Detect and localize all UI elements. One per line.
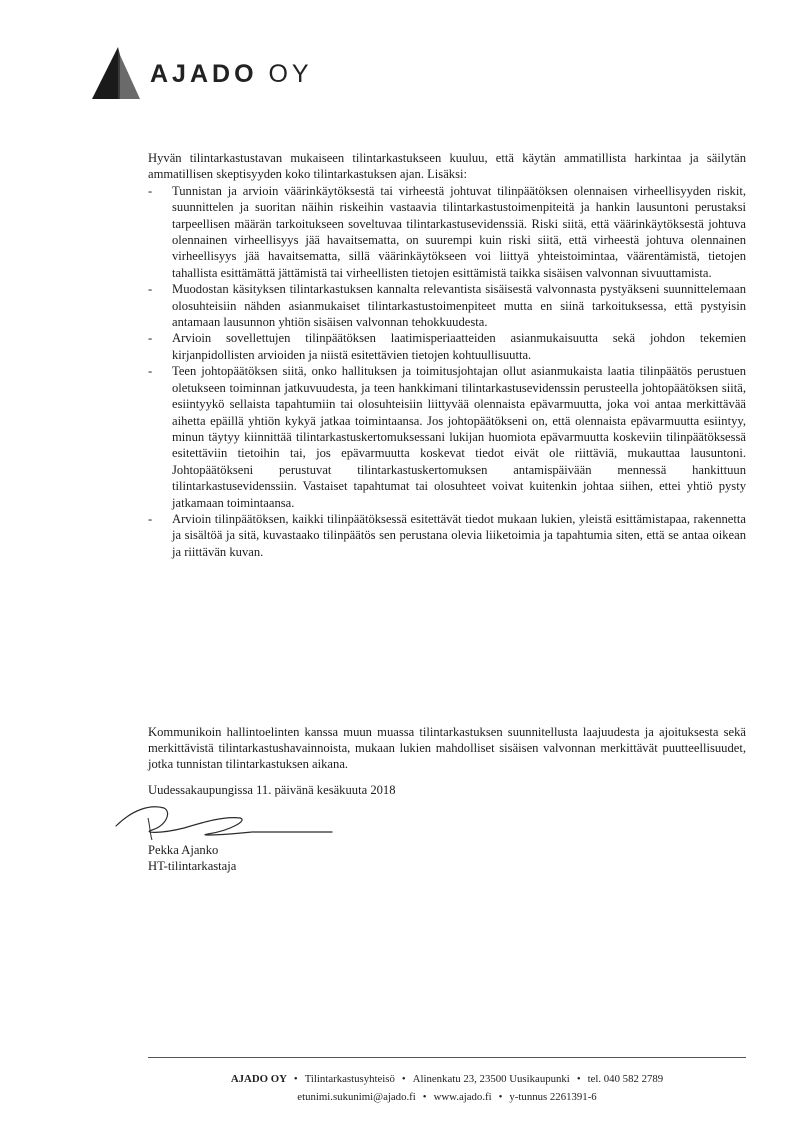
footer-email: etunimi.sukunimi@ajado.fi [297, 1091, 416, 1103]
intro-paragraph: Hyvän tilintarkastustavan mukaiseen tilintarkastukseen kuuluu, että käytän ammatillista harkintaa ja säilytän ammatillisen skeptisyyden koko tilintarkastuksen ajan. Lisäksi: [148, 151, 746, 182]
logo-text-bold: AJADO [150, 60, 258, 88]
bullet-marker: - [148, 183, 153, 198]
logo-wordmark [150, 60, 313, 89]
handwritten-signature [112, 798, 337, 842]
bullet-item-1 [148, 183, 746, 281]
bullet-marker: - [148, 331, 153, 346]
main-text [148, 150, 746, 560]
footer-row-1 [148, 1070, 746, 1088]
footer-separator: • [401, 1073, 406, 1085]
footer-separator: • [576, 1073, 581, 1085]
signer-name: Pekka Ajanko [148, 843, 219, 857]
bullet-item-2 [148, 281, 746, 330]
bullet-item-3 [148, 330, 746, 363]
bullet-list [148, 183, 746, 560]
communication-paragraph: Kommunikoin hallintoelinten kanssa muun muassa tilintarkastuksen suunnitellusta laajuudesta ja ajoituksesta sekä merkittävistä tilintarkastushavainnoista, mukaan lukien mahdolliset sisäisen valvonnan merkittävät puutteellisuudet, jotka tunnistan tilintarkastuksen aikana. [148, 724, 746, 772]
bullet-text: Muodostan käsityksen tilintarkastuksen kannalta relevantista sisäisestä valvonnasta pystyäkseni suunnittelemaan olosuhteisiin nähden asianmukaiset tilintarkastustoimenpiteet mutta en siinä tarkoituksessa, että pystyisin antamaan lausunnon yhtiön sisäisen valvonnan tehokkuudesta. [172, 282, 746, 330]
bullet-item-4 [148, 363, 746, 511]
footer-company: AJADO OY [230, 1073, 287, 1085]
bullet-marker: - [148, 282, 153, 297]
footer-phone: tel. 040 582 2789 [587, 1073, 664, 1085]
footer-business-id: y-tunnus 2261391-6 [509, 1091, 597, 1103]
footer-community: Tilintarkastusyhteisö [304, 1073, 395, 1085]
footer-web: www.ajado.fi [433, 1091, 492, 1103]
sail-icon [88, 45, 144, 101]
signer-title: HT-tilintarkastaja [148, 859, 237, 874]
footer-row-2 [148, 1088, 746, 1106]
footer-separator: • [293, 1073, 298, 1085]
bullet-text: Arvioin sovellettujen tilinpäätöksen laatimisperiaatteiden asianmukaisuutta sekä johdon tekemien kirjanpidollisten arvioiden ja niistä esitettävien tietojen kohtuullisuutta. [172, 331, 746, 362]
company-logo [88, 45, 348, 101]
bullet-text: Tunnistan ja arvioin väärinkäytöksestä tai virheestä johtuvat tilinpäätöksen olennaisen virheellisyyden riskit, suunnittelen ja suoritan näihin riskeihin vastaavia tilintarkastustoimenpiteitä ja hankin lausuntoni perustaksi tarpeellisen määrän tarkoitukseen soveltuvaa tilintarkastusevidenssiä. Riski siitä, että väärinkäytöksestä johtuva olennainen virheellisyys jää havaitsematta, on suurempi kuin riski siitä, että virheestä johtuva olennainen virheellisyys jää havaitsematta, sillä väärinkäytökseen voi liittyä yhteistoimintaa, väärentämistä, tietojen tahallista esittämättä jättämistä tai virheellisten tietojen esittämistä taikka sisäisen valvonnan sivuuttamista. [172, 183, 746, 280]
bullet-marker: - [148, 364, 153, 379]
bullet-marker: - [148, 511, 153, 526]
footer-divider [148, 1057, 746, 1058]
footer-separator: • [498, 1091, 503, 1103]
footer-address: Alinenkatu 23, 23500 Uusikaupunki [412, 1073, 570, 1085]
signer-block [148, 842, 236, 875]
bullet-item-5 [148, 511, 746, 560]
logo-text-light: OY [268, 60, 313, 88]
footer [148, 1070, 746, 1106]
bullet-text: Teen johtopäätöksen siitä, onko hallituksen ja toimitusjohtajan ollut asianmukaista laatia tilinpäätös perustuen oletukseen toiminnan jatkuvuudesta, ja teen hankkimani tilintarkastusevidenssin perusteella johtopäätöksen siitä, esiintyykö sellaista tapahtumiin tai olosuhteisiin liittyvää olennaista epävarmuutta, joka voi antaa merkittävää aihetta epäillä yhtiön kykyä jatkaa toimintaansa. Jos johtopäätökseni on, että olennaista epävarmuutta esiintyy, minun täytyy kiinnittää tilintarkastuskertomuksessani lukijan huomiota epävarmuutta koskeviin tilinpäätöksessä esitettäviin tietoihin tai, jos epävarmuutta koskevat tiedot eivät ole riittäviä, mukauttaa lausuntoni. Johtopäätökseni perustuvat tilintarkastuskertomuksen antamispäivään mennessä hankittuun tilintarkastusevidenssiin. Vastaiset tapahtumat tai olosuhteet voivat kuitenkin johtaa siihen, ettei yhtiö pysty jatkamaan toimintaansa. [172, 364, 746, 510]
footer-separator: • [422, 1091, 427, 1103]
place-and-date: Uudessakaupungissa 11. päivänä kesäkuuta 2018 [148, 783, 396, 797]
bullet-text: Arvioin tilinpäätöksen, kaikki tilinpäätöksessä esitettävät tiedot mukaan lukien, yleistä esittämistapaa, rakennetta ja sisältöä ja sitä, kuvastaako tilinpäätös sen perustana olevia liiketoimia ja tapahtumia siten, että se antaa oikean ja riittävän kuvan. [172, 511, 746, 559]
